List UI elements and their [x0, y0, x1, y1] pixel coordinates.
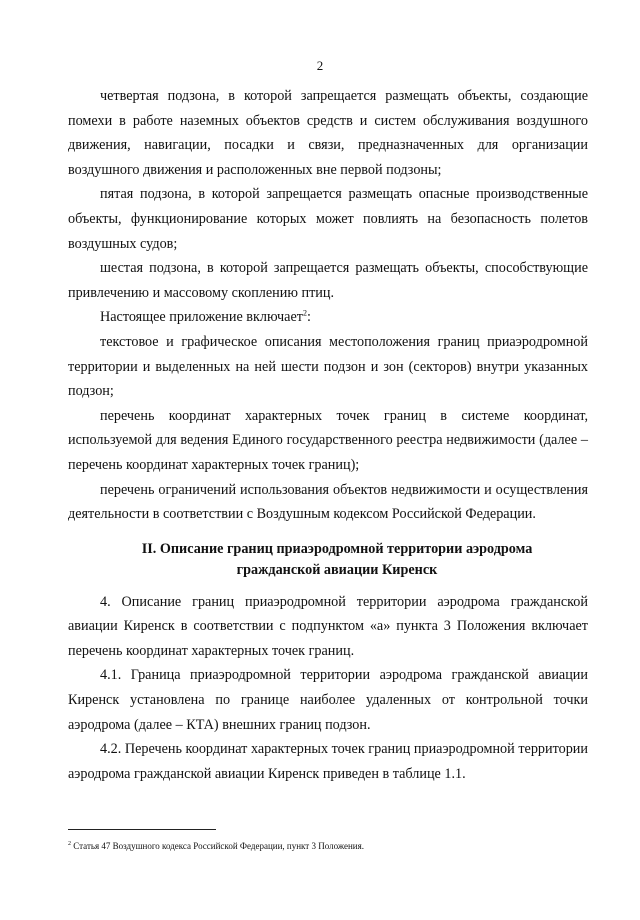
- paragraph-4: 4. Описание границ приаэродромной территории аэродрома гражданской авиации Киренск в соответствии с подпунктом «а» пункта 3 Положения включает перечень координат характерных точек границ.: [68, 593, 588, 659]
- footnote-text: Статья 47 Воздушного кодекса Российской Федерации, пункт 3 Положения.: [71, 841, 364, 851]
- section-heading-line2: гражданской авиации Киренск: [236, 561, 438, 578]
- section-heading-line1: II. Описание границ приаэродромной территории аэродрома: [141, 540, 533, 557]
- document-body: [68, 84, 588, 786]
- list-item-description: текстовое и графическое описания местоположения границ приаэродромной территории и выделенных на ней шести подзон и зон (секторов) внутри указанных подзон;: [68, 333, 588, 400]
- footnote-number: 2: [68, 841, 71, 847]
- paragraph-subzone-4: четвертая подзона, в которой запрещается размещать объекты, создающие помехи в работе наземных объектов средств и систем обслуживания воздушного движения, навигации, посадки и связи, предназначенных для организации воздушного движения и расположенных вне первой подзоны;: [68, 88, 588, 178]
- paragraph-includes: [68, 305, 588, 330]
- footnote: [68, 840, 588, 852]
- paragraph-subzone-5: пятая подзона, в которой запрещается размещать опасные производственные объекты, функционирование которых может повлиять на безопасность полетов воздушных судов;: [68, 186, 588, 252]
- includes-text: Настоящее приложение включает: [100, 309, 303, 326]
- list-item-coordinates: перечень координат характерных точек границ в системе координат, используемой для ведения Единого государственного реестра недвижимости (далее – перечень координат характерных точек границ);: [68, 407, 588, 473]
- list-item-restrictions: перечень ограничений использования объектов недвижимости и осуществления деятельности в соответствии с Воздушным кодексом Российской Федерации.: [68, 481, 588, 523]
- paragraph-4-2: 4.2. Перечень координат характерных точек границ приаэродромной территории аэродрома гражданской авиации Киренск приведен в таблице 1.1.: [68, 741, 588, 782]
- page-number: 2: [316, 58, 324, 73]
- includes-tail: :: [306, 309, 311, 326]
- footnote-reference: 2: [302, 308, 307, 318]
- footnote-divider: [68, 829, 216, 830]
- paragraph-subzone-6: шестая подзона, в которой запрещается размещать объекты, способствующие привлечению и массовому скоплению птиц.: [68, 260, 588, 301]
- paragraph-4-1: 4.1. Граница приаэродромной территории аэродрома гражданской авиации Киренск установлена по границе наиболее удаленных от контрольной точки аэродрома (далее – КТА) внешних границ подзон.: [68, 667, 588, 733]
- section-heading: [68, 539, 588, 581]
